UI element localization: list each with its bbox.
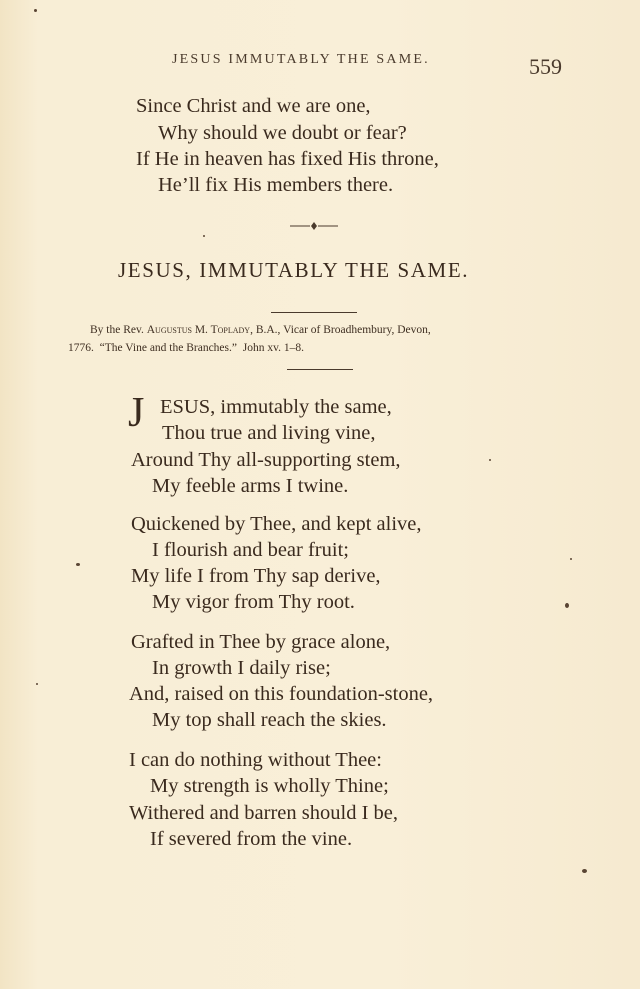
- paper-speck: [570, 558, 572, 560]
- ornament-divider: [290, 219, 338, 233]
- verse-line: My top shall reach the skies.: [152, 709, 387, 731]
- verse-line: Thou true and living vine,: [162, 422, 376, 444]
- verse-line: I can do nothing without Thee:: [129, 749, 382, 771]
- verse-line: Grafted in Thee by grace alone,: [131, 631, 391, 653]
- verse-line: My feeble arms I twine.: [152, 475, 349, 497]
- hymn-title: JESUS, IMMUTABLY THE SAME.: [118, 258, 470, 282]
- verse-line: My strength is wholly Thine;: [150, 775, 389, 797]
- credit-by: By the Rev.: [90, 324, 144, 336]
- verse-line: My life I from Thy sap derive,: [131, 565, 381, 587]
- verse-line: Quickened by Thee, and kept alive,: [131, 513, 422, 535]
- verse-line: Around Thy all-supporting stem,: [131, 449, 401, 471]
- verse-line: And, raised on this foundation-stone,: [129, 683, 434, 705]
- paper-speck: [36, 683, 38, 685]
- verse-line: Why should we doubt or fear?: [158, 122, 407, 144]
- verse-line: If severed from the vine.: [150, 828, 353, 850]
- paper-speck: [582, 869, 587, 873]
- hymn-credit-second-line: [68, 342, 304, 354]
- credit-degree-place: , B.A., Vicar of Broadhembury, Devon,: [250, 324, 431, 336]
- credit-author: Augustus M. Toplady: [146, 324, 251, 336]
- verse-line: I flourish and bear fruit;: [152, 539, 349, 561]
- credit-rule: [287, 369, 353, 370]
- paper-speck: [565, 603, 569, 608]
- paper-speck: [203, 235, 205, 237]
- verse-line: Withered and barren should I be,: [129, 802, 398, 824]
- credit-source: “The Vine and the Branches.”: [99, 342, 237, 354]
- credit-year: 1776.: [68, 342, 94, 354]
- paper-speck: [76, 563, 80, 566]
- verse-line: Since Christ and we are one,: [136, 95, 371, 117]
- title-rule: [271, 312, 357, 313]
- verse-line: My vigor from Thy root.: [152, 591, 355, 613]
- verse-line: In growth I daily rise;: [152, 657, 331, 679]
- verse-line: He’ll fix His members there.: [158, 174, 394, 196]
- paper-speck: [34, 9, 37, 12]
- page-number: 559: [529, 54, 562, 79]
- running-head: JESUS IMMUTABLY THE SAME.: [172, 52, 430, 67]
- hymn-credit: [90, 324, 431, 336]
- verse-line: ESUS, immutably the same,: [160, 396, 392, 418]
- credit-scripture: John xv. 1–8.: [242, 342, 304, 354]
- drop-cap: J: [128, 390, 145, 436]
- verse-line: If He in heaven has fixed His throne,: [136, 148, 439, 170]
- paper-speck: [489, 459, 491, 461]
